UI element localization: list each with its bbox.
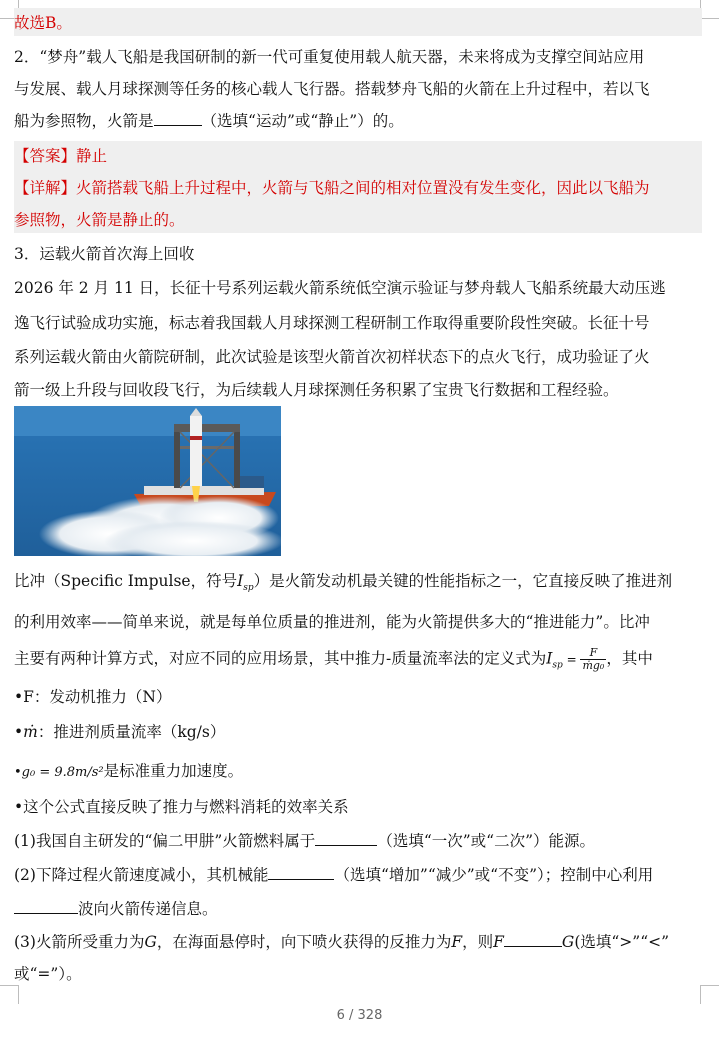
answer-line: 【答案】静止: [14, 147, 108, 165]
specific-impulse-line-3: 主要有两种计算方式，对应不同的应用场景，其中推力-质量流率法的定义式为$I_{sp}$ = $\frac{F}{\text{ṁg₀}}$ ，其中: [14, 646, 653, 672]
specific-impulse-line-1: 比冲（Specific Impulse，符号$I_{sp}$）是火箭发动机最关键的性能指标之一，它直接反映了推进剂: [14, 572, 673, 594]
paragraph-line-3: 系列运载火箭由火箭院研制，此次试验是该型火箭首次初样状态下的点火飞行，成功验证了火: [14, 348, 650, 366]
question-2-line-3: 船为参照物，火箭是 （选填“运动”或“静止”）的。: [14, 112, 404, 130]
question-3-2-cont: 波向火箭传递信息。: [14, 898, 218, 920]
impulse-formula-fraction: $\frac{F}{\text{ṁg₀}}$: [582, 646, 605, 672]
paragraph-line-2: 逸飞行试验成功实施，标志着我国载人月球探测工程研制工作取得重要阶段性突破。长征十号: [14, 314, 650, 332]
answer-blank[interactable]: [14, 898, 78, 914]
bullet-mass-flow: •ṁ：推进剂质量流率（kg/s）: [14, 723, 226, 741]
bullet-efficiency: •这个公式直接反映了推力与燃料消耗的效率关系: [14, 798, 349, 816]
page-number: 6 / 328: [336, 1008, 383, 1023]
question-3-3: (3)火箭所受重力为G，在海面悬停时，向下喷火获得的反推力为F，则F G(选填“>”“<”: [14, 933, 670, 951]
bullet-thrust: •F：发动机推力（N）: [14, 688, 172, 706]
corner-mark-top-right: [700, 0, 719, 19]
corner-mark-bottom-right: [700, 985, 719, 1004]
detail-line-1: 【详解】火箭搭载飞船上升过程中，火箭与飞船之间的相对位置没有发生变化，因此以飞船为: [14, 179, 650, 197]
question-2-line-2: 与发展、载人月球探测等任务的核心载人飞行器。搭载梦舟飞船的火箭在上升过程中，若以飞: [14, 80, 650, 98]
prev-answer-line: 故选B。: [14, 14, 72, 32]
bullet-gravity: •g₀ = 9.8m/s²是标准重力加速度。: [14, 762, 244, 780]
answer-blank[interactable]: [268, 864, 334, 880]
answer-blank[interactable]: [504, 931, 562, 947]
detail-line-2: 参照物，火箭是静止的。: [14, 211, 185, 229]
question-3-3-cont: 或“=”）。: [14, 965, 82, 983]
question-3-2: (2)下降过程火箭速度减小，其机械能 （选填“增加”“减少”或“不变”）；控制中心利用: [14, 866, 654, 884]
rocket-recovery-photo: [14, 406, 281, 556]
question-2-line-1: 2．“梦舟”载人飞船是我国研制的新一代可重复使用载人航天器，未来将成为支撑空间站应用: [14, 48, 645, 66]
question-3-1: (1)我国自主研发的“偏二甲肼”火箭燃料属于 （选填“一次”或“二次”）能源。: [14, 832, 596, 850]
answer-blank[interactable]: [315, 830, 377, 846]
paragraph-line-1: 2026 年 2 月 11 日，长征十号系列运载火箭系统低空演示验证与梦舟载人飞船系统最大动压逃: [14, 279, 666, 297]
paragraph-line-4: 箭一级上升段与回收段飞行，为后续载人月球探测任务积累了宝贵飞行数据和工程经验。: [14, 381, 619, 399]
corner-mark-bottom-left: [0, 985, 19, 1004]
answer-blank[interactable]: [154, 110, 202, 126]
specific-impulse-line-2: 的利用效率——简单来说，就是每单位质量的推进剂，能为火箭提供多大的“推进能力”。比冲: [14, 613, 650, 631]
highlight-band: [14, 8, 702, 36]
question-3-title: 3．运载火箭首次海上回收: [14, 245, 195, 263]
